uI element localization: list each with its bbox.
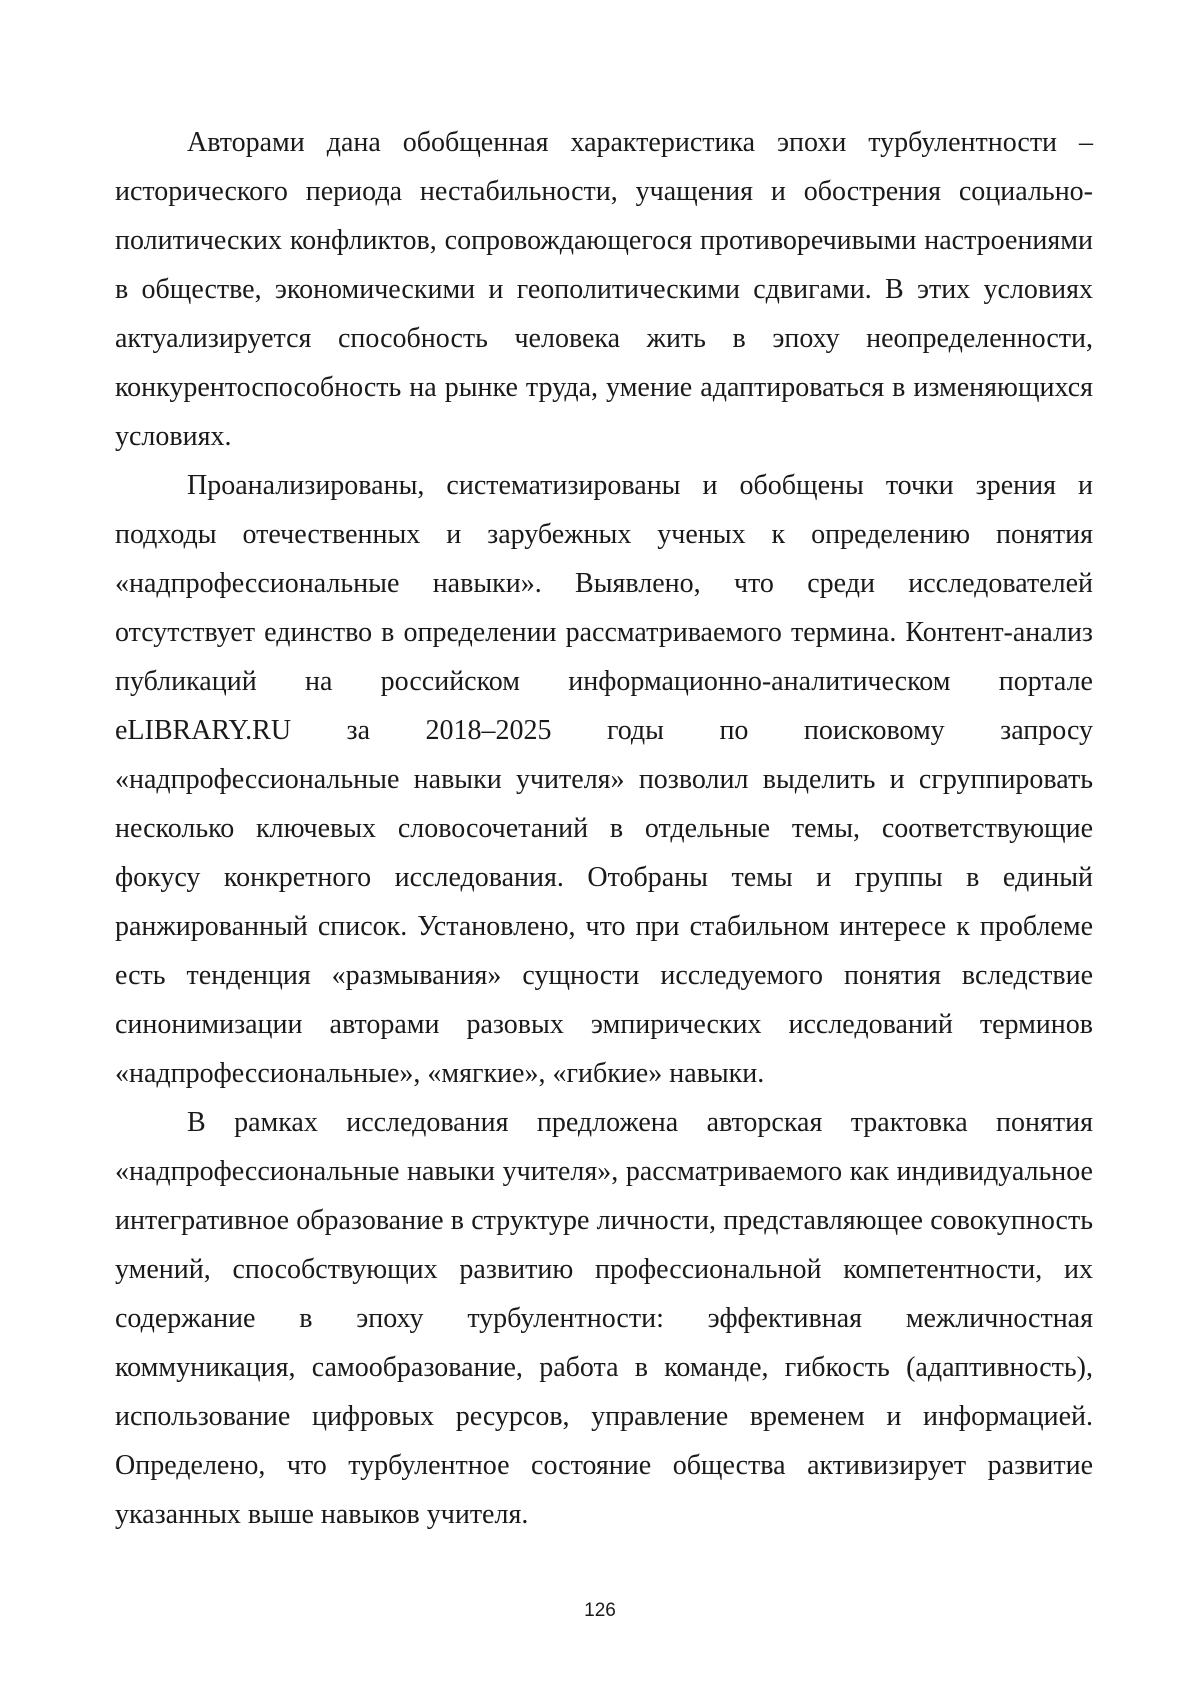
body-text (115, 118, 1093, 1539)
page-number: 126 (584, 1600, 616, 1621)
paragraph-1: Авторами дана обобщенная характеристика эпохи турбулентности – исторического периода нестабильности, учащения и обострения социально-политических конфликтов, сопровождающегося противоречивыми настроениями в обществе, экономическими и геополитическими сдвигами. В этих условиях актуализируется способность человека жить в эпоху неопределенности, конкурентоспособность на рынке труда, умение адаптироваться в изменяющихся условиях. (115, 127, 1093, 452)
paragraph-3: В рамках исследования предложена авторская трактовка понятия «надпрофессиональные навыки учителя», рассматриваемого как индивидуальное интегративное образование в структуре личности, представляющее совокупность умений, способствующих развитию профессиональной компетентности, их содержание в эпоху турбулентности: эффективная межличностная коммуникация, самообразование, работа в команде, гибкость (адаптивность), использование цифровых ресурсов, управление временем и информацией. Определено, что турбулентное состояние общества активизирует развитие указанных выше навыков учителя. (115, 1107, 1093, 1530)
paragraph-2: Проанализированы, систематизированы и обобщены точки зрения и подходы отечественных и зарубежных ученых к определению понятия «надпрофессиональные навыки». Выявлено, что среди исследователей отсутствует единство в определении рассматриваемого термина. Контент-анализ публикаций на российском информационно-аналитическом портале eLIBRARY.RU за 2018–2025 годы по поисковому запросу «надпрофессиональные навыки учителя» позволил выделить и сгруппировать несколько ключевых словосочетаний в отдельные темы, соответствующие фокусу конкретного исследования. Отобраны темы и группы в единый ранжированный список. Установлено, что при стабильном интересе к проблеме есть тенденция «размывания» сущности исследуемого понятия вследствие синонимизации авторами разовых эмпирических исследований терминов «надпрофессиональные», «мягкие», «гибкие» навыки. (115, 470, 1093, 1089)
